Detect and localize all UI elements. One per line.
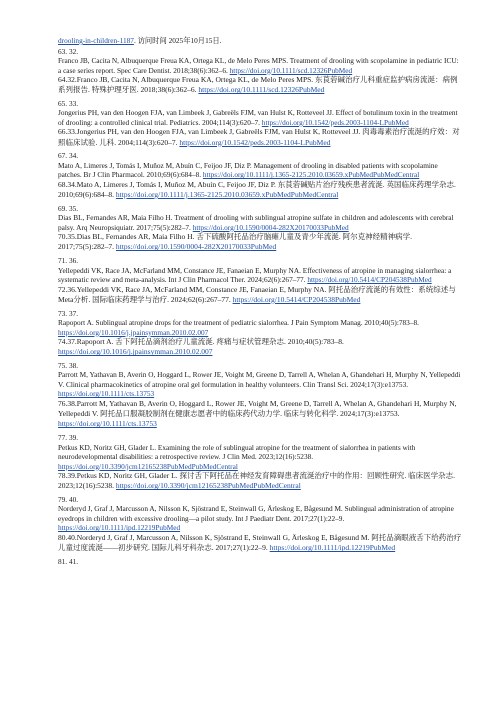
doi-link[interactable]: https://doi.org/10.3390/jcm12165238	[115, 481, 228, 491]
reference-citation-text-zh: 39.Petkus KD, Noritz GH, Glader L. 探讨舌下阿托品在神经发育障碍患者流涎治疗中的作用：回顾性研究. 临床医学杂志. 2023;12(16):5238.	[58, 471, 456, 491]
reference-chinese	[58, 75, 462, 95]
reference-entry	[58, 99, 462, 148]
pubmed-link[interactable]: PubMed	[327, 65, 353, 75]
reference-number: 65. 33.	[58, 98, 79, 108]
reference-number: 69. 35.	[58, 203, 79, 213]
reference-number-inline: 68.	[58, 179, 68, 189]
pubmed-link[interactable]: PubMedPubMedCentral	[348, 170, 420, 180]
access-date: . 访问时间 2025年10月15日.	[133, 36, 222, 45]
doi-link[interactable]: https://doi.org/10.1542/peds.2003-1104-L	[179, 137, 306, 147]
reference-citation-text-zh: 36.Yellepeddi VK, Race JA, McFarland MM, Constance JE, Fanaeian E, Murphy NA. 阿托品治疗流涎的有效性：系统综述与Meta分析. 国际临床药理学与治疗. 2024;62(6):267–77.	[58, 284, 456, 304]
reference-citation-text-zh: 34.Mato A, Limeres J, Tomás I, Muñoz M, Abuín C, Feijoo JF, Diz P. 东莨菪碱贴片治疗残疾患者流涎. 英国临床药理学杂志. 2010;69(6):684–8.	[58, 179, 456, 200]
reference-citation-text-zh: 32.Franco JB, Cacita N, Albuquerque Freua KA, Ortega KL, de Melo Peres MPS. 东莨菪碱治疗儿科重症监护病房流涎：病例系列报告. 特殊护理牙医. 2018;38(6):362–6.	[58, 75, 458, 95]
reference-entry	[58, 309, 462, 358]
reference-entry	[58, 495, 462, 553]
reference-chinese	[58, 285, 462, 305]
reference-number-inline: 76.	[58, 398, 68, 408]
doi-link[interactable]: https://doi.org/10.1111/ipd.12219	[269, 543, 370, 553]
reference-chinese	[58, 180, 462, 200]
reference-citation-text: Norderyd J, Graf J, Marcusson A, Nilsson K, Sjöstrand E, Steinwall G, Ärleskog E, Bågesund M. Sublingual administration of atropine eyedrops in children with excessive drooling—a pilot study. Int J Paediatr Dent. 2017;27(1):22–9.	[58, 504, 454, 523]
reference-number: 63. 32.	[58, 46, 79, 56]
reference-entry	[58, 47, 462, 96]
reference-english	[58, 161, 462, 180]
reference-citation-text: Mato A, Limeres J, Tomás I, Muñoz M, Abuín C, Feijoo JF, Diz P. Management of drooling in disabled patients with scopolamine patches. Br J Clin Pharmacol. 2010;69(6):684–8.	[58, 160, 438, 180]
doi-link[interactable]: https://doi.org/10.5414/CP204538	[307, 275, 407, 285]
reference-number-inline: 70.	[58, 232, 68, 242]
pubmed-link[interactable]: PubMed	[298, 85, 325, 95]
reference-chinese	[58, 127, 462, 147]
reference-citation-text: Jongerius PH, van den Hoogen FJA, van Limbeek J, Gabreëls FJM, van Hulst K, Rotteveel JJ. Effect of botulinum toxin in the treatment of drooling: a controlled clinical trial. Pediatrics. 2004;114(3):620–7.	[58, 108, 458, 127]
doi-link[interactable]: https://doi.org/10.1111/cts.13753	[58, 389, 155, 399]
reference-chinese	[58, 471, 462, 491]
reference-entries	[58, 47, 462, 554]
doi-link[interactable]: https://doi.org/10.5414/CP204538	[232, 294, 335, 304]
doi-link[interactable]: https://doi.org/10.1590/0004-282X20170033	[115, 242, 251, 252]
reference-citation-text-zh: 40.Norderyd J, Graf J, Marcusson A, Nilsson K, Sjöstrand E, Steinwall G, Ärleskog E, Bågesund M. 阿托品滴眼液舌下给药治疗儿童过度流涎——初步研究. 国际儿科牙科杂志. 2017;27(1):22–9.	[58, 532, 462, 553]
doi-link[interactable]: https://doi.org/10.1111/j.1365-2125.2010.03659.x	[202, 170, 349, 180]
reference-citation-text: Rapoport A. Sublingual atropine drops for the treatment of pediatric sialorrhea. J Pain Symptom Manag. 2010;40(5):783–8.	[58, 318, 419, 328]
reference-chinese	[58, 337, 462, 357]
reference-number: 71. 36.	[58, 256, 79, 266]
reference-number: 77. 39.	[58, 433, 79, 443]
reference-citation-text: Parrott M, Yathavan B, Averin O, Hoggard L, Rower JE, Voight M, Greene D, Tarrell A, Whelan A, Ghandehari H, Murphy N, Yellepeddi V. Clinical pharmacokinetics of atropine oral gel formulation in healthy volunteers. Clin Transl Sci. 2024;17(3):e13753.	[58, 370, 461, 389]
doi-link[interactable]: https://doi.org/10.3390/jcm12165238	[58, 461, 167, 471]
pubmed-link[interactable]: PubMed	[384, 117, 409, 127]
reference-entry	[58, 361, 462, 430]
doi-link[interactable]: https://doi.org/10.1111/scd.12326	[229, 65, 328, 75]
pubmed-link[interactable]: PubMedPubMedCentral	[265, 190, 339, 200]
pubmed-link[interactable]: PubMed	[323, 222, 349, 232]
reference-citation-text: Yellepeddi VK, Race JA, McFarland MM, Constance JE, Fanaeian E, Murphy NA. Effectiveness of atropine in managing sialorrhea: a systematic review and meta-analysis. Int J Clin Pharmacol Ther. 2024;62(6):267–77.	[58, 265, 452, 285]
reference-number-inline: 80.	[58, 532, 68, 542]
reference-list-page	[58, 36, 462, 566]
reference-entry	[58, 151, 462, 200]
reference-citation-text: Dias BL, Fernandes AR, Maia Filho H. Treatment of drooling with sublingual atropine sulfate in children and adolescents with cerebral palsy. Arq Neuropsiquiatr. 2017;75(5):282–7.	[58, 213, 454, 232]
reference-english	[58, 213, 462, 232]
pubmed-link[interactable]: PubMed	[406, 275, 432, 285]
doi-link[interactable]: https://doi.org/10.1111/cts.13753	[58, 419, 157, 429]
reference-entry	[58, 433, 462, 491]
reference-chinese	[58, 399, 462, 430]
reference-citation-text-zh: 38.Parrott M, Yathavan B, Averin O, Hoggard L, Rower JE, Voight M, Greene D, Tarrell A, Whelan A, Ghandehari H, Murphy N, Yellepeddi V. 阿托品口服凝胶制剂在健康志愿者中的临床药代动力学. 临床与转化科学. 2024;17(3):e13753.	[58, 398, 457, 419]
reference-number: 67. 34.	[58, 151, 79, 161]
doi-link[interactable]: https://doi.org/10.1111/j.1365-2125.2010.03659.x	[115, 190, 266, 200]
reference-number-inline: 72.	[58, 284, 68, 294]
reference-english	[58, 370, 462, 399]
reference-citation-text-zh: 37.Rapoport A. 舌下阿托品滴剂治疗儿童流涎. 疼痛与症状管理杂志. 2010;40(5):783–8.	[67, 337, 344, 347]
pubmed-link[interactable]: PubMed	[334, 294, 361, 304]
reference-english	[58, 266, 462, 285]
reference-english	[58, 108, 462, 127]
reference-citation-text: Petkus KD, Noritz GH, Glader L. Examining the role of sublingual atropine for the treatment of sialorrhea in patients with neurodevelopmental disabilities: a retrospective review. J Clin Med. 2023;12(16):5238.	[58, 442, 416, 462]
doi-link[interactable]: https://doi.org/10.1111/ipd.12219	[58, 523, 156, 533]
reference-english	[58, 318, 462, 337]
pubmed-link[interactable]: PubMed	[250, 242, 277, 252]
reference-english	[58, 504, 462, 533]
doi-link[interactable]: https://doi.org/10.1542/peds.2003-1104-L	[261, 117, 385, 127]
reference-number-inline: 78.	[58, 471, 68, 481]
reference-chinese	[58, 533, 462, 553]
doi-link[interactable]: https://doi.org/10.1590/0004-282X20170033	[192, 222, 324, 232]
reference-citation-text-zh: 35.Dias BL, Fernandes AR, Maia Filho H. 舌下硫酸阿托品治疗脑瘫儿童及青少年流涎. 阿尔克神经精神病学. 2017;75(5):282–7.	[58, 232, 412, 252]
reference-citation-text: Franco JB, Cacita N, Albuquerque Freua KA, Ortega KL, de Melo Peres MPS. Treatment of drooling with scopolamine in pediatric ICU: a case series report. Spec Care Dentist. 2018;38(6):362–6.	[58, 56, 459, 75]
reference-number-inline: 66.	[58, 127, 68, 137]
reference-entry	[58, 204, 462, 253]
pubmed-link[interactable]: PubMed	[305, 137, 331, 147]
doi-link[interactable]: https://doi.org/10.1111/scd.12326	[198, 85, 299, 95]
reference-english	[58, 443, 462, 472]
reference-number: 75. 38.	[58, 360, 79, 370]
reference-number-inline: 64.	[58, 75, 68, 84]
reference-link[interactable]: drooling-in-children-1187	[58, 36, 134, 45]
doi-link[interactable]: https://doi.org/10.1016/j.jpainsymman.2010.02.007	[58, 327, 209, 337]
reference-number: 81. 41.	[58, 556, 79, 566]
reference-citation-text-zh: 33.Jongerius PH, van den Hoogen FJA, van Limbeek J, Gabreëls FJM, van Hulst K, Rotteveel JJ. 肉毒毒素治疗流涎的疗效：对照临床试验. 儿科. 2004;114(3):620–7.	[58, 127, 460, 147]
reference-chinese	[58, 232, 462, 252]
reference-english	[58, 56, 462, 75]
reference-number-inline: 74.	[58, 337, 68, 347]
pubmed-link[interactable]: PubMed	[155, 523, 181, 533]
pubmed-link[interactable]: PubMedPubMedCentral	[227, 481, 301, 491]
continued-reference-tail	[58, 36, 462, 46]
reference-number: 79. 40.	[58, 494, 79, 504]
reference-number: 73. 37.	[58, 308, 79, 318]
reference-entry	[58, 256, 462, 305]
pubmed-link[interactable]: PubMed	[369, 543, 396, 553]
pubmed-link[interactable]: PubMedPubMedCentral	[166, 461, 238, 471]
doi-link[interactable]: https://doi.org/10.1016/j.jpainsymman.2010.02.007	[58, 347, 213, 357]
